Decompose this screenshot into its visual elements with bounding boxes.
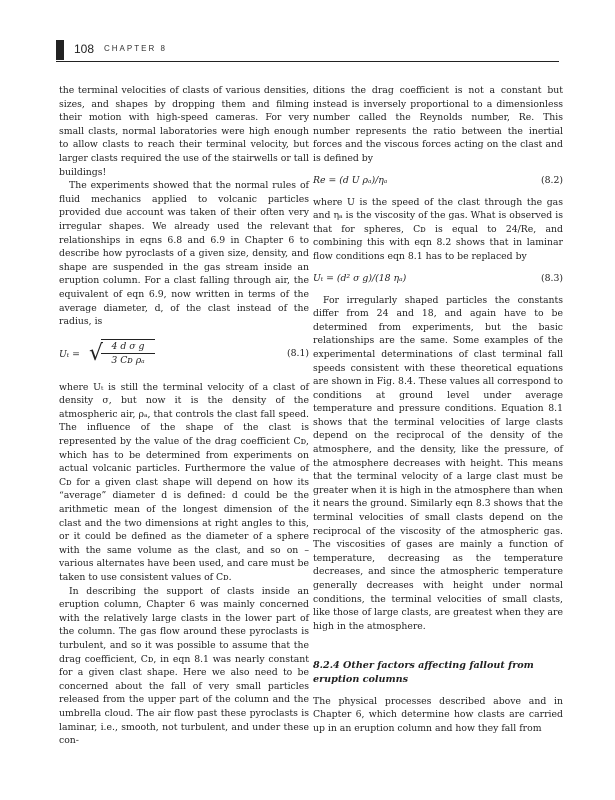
- right-paragraph-2: where U is the speed of the clast through the gas and ηₐ is the viscosity of the gas. What is observed is that for spheres, Cᴅ is equal to 24/Re, and combining this with eqn 8.2 shows that in laminar flow conditions eqn 8.1 has to be replaced by: [313, 196, 563, 262]
- equation-8-1-lhs: Uₜ =: [59, 348, 80, 360]
- equation-8-3-expression: Uₜ = (d² σ g)/(18 ηₐ): [313, 272, 407, 284]
- section-heading: 8.2.4 Other factors affecting fallout from eruption columns: [313, 660, 534, 685]
- equation-8-1-fraction: [101, 339, 155, 368]
- page-number: 108: [74, 42, 95, 56]
- running-header: [56, 40, 559, 60]
- equation-8-1-numerator: 4 d σ g: [101, 340, 155, 355]
- right-paragraph-3: For irregularly shaped particles the constants differ from 24 and 18, and again have to be determined from experiments, but the basic relationships are the same. Some examples of the experimental determinations of clast terminal fall speeds consistent with these theoretical equations are shown in Fig. 8.4. These values all correspond to conditions at ground level under average temperature and pressure conditions. Equation 8.1 shows that the terminal velocities of large clasts depend on the reciprocal of the density of the atmosphere, and the density, like the pressure, of the atmosphere decreases with height. This means that the terminal velocity of a large clast must be greater when it is high in the atmosphere than when it nears the ground. Similarly eqn 8.3 shows that the terminal velocities of small clasts depend on the reciprocal of the viscosity of the atmospheric gas. The viscosities of gases are mainly a function of temperature, decreasing as the temperature decreases, and since the atmospheric temperature generally decreases with height under normal conditions, the terminal velocities of small clasts, like those of large clasts, are greatest when they are high in the atmosphere.: [313, 294, 563, 632]
- header-rule: [56, 61, 559, 62]
- equation-8-1: [59, 337, 309, 373]
- left-paragraph-2: The experiments showed that the normal rules of fluid mechanics applied to volcanic particles provided due account was taken of their often very irregular shapes. We already used the relevant relationships in eqns 6.8 and 6.9 in Chapter 6 to describe how pyroclasts of a given size, density, and shape are suspended in the gas stream inside an eruption column. For a clast falling through air, the equivalent of eqn 6.9, now written in terms of the average diameter, d, of the clast instead of the radius, is: [59, 180, 309, 328]
- equation-8-3-number: (8.3): [540, 272, 563, 284]
- left-paragraph-1: the terminal velocities of clasts of various densities, sizes, and shapes by dropping them and filming their motion with high-speed cameras. For very small clasts, normal laboratories were high enough to allow clasts to reach their terminal velocity, but larger clasts required the use of the stairwells or tall buildings!: [59, 85, 309, 178]
- equation-8-2-expression: Re = (d U ρₐ)/ηₐ: [313, 174, 388, 186]
- header-bar: [56, 40, 64, 60]
- sqrt-symbol: √: [89, 340, 104, 366]
- left-column: [59, 84, 309, 748]
- left-paragraph-3: where Uₜ is still the terminal velocity of a clast of density σ, but now it is the density of the atmospheric air, ρₐ, that controls the clast fall speed. The influence of the shape of the clast is represented by the value of the drag coefficient Cᴅ, which has to be determined from experiments on actual volcanic particles. Furthermore the value of Cᴅ for a given clast shape will depend on how its “average” diameter d is defined: d could be the arithmetic mean of the longest dimension of the clast and the two dimensions at right angles to this, or it could be defined as the diameter of a sphere with the same volume as the clast, and so on – various alternates have been used, and care must be taken to use consistent values of Cᴅ.: [59, 381, 309, 583]
- equation-8-2-number: (8.2): [540, 174, 563, 186]
- right-paragraph-4: The physical processes described above and in Chapter 6, which determine how clasts are carried up in an eruption column and how they fall from: [313, 695, 563, 734]
- chapter-label: CHAPTER 8: [104, 44, 167, 53]
- equation-8-2: [313, 174, 563, 188]
- equation-8-1-number: (8.1): [286, 347, 309, 359]
- left-paragraph-4: In describing the support of clasts inside an eruption column, Chapter 6 was mainly concerned with the relatively large clasts in the lower part of the column. The gas flow around these pyroclasts is turbulent, and so it was possible to assume that the drag coefficient, Cᴅ, in eqn 8.1 was nearly constant for a given clast shape. Here we also need to be concerned about the fall of very small particles released from the upper part of the column and the umbrella cloud. The air flow past these pyroclasts is laminar, i.e., smooth, not turbulent, and under these con-: [59, 585, 309, 747]
- equation-8-1-denominator: 3 Cᴅ ρₐ: [111, 355, 145, 367]
- equation-8-3: [313, 272, 563, 286]
- right-column: [313, 84, 563, 735]
- right-paragraph-1: ditions the drag coefficient is not a constant but instead is inversely proportional to a dimensionless number called the Reynolds number, Re. This number represents the ratio between the inertial forces and the viscous forces acting on the clast and is defined by: [313, 85, 563, 164]
